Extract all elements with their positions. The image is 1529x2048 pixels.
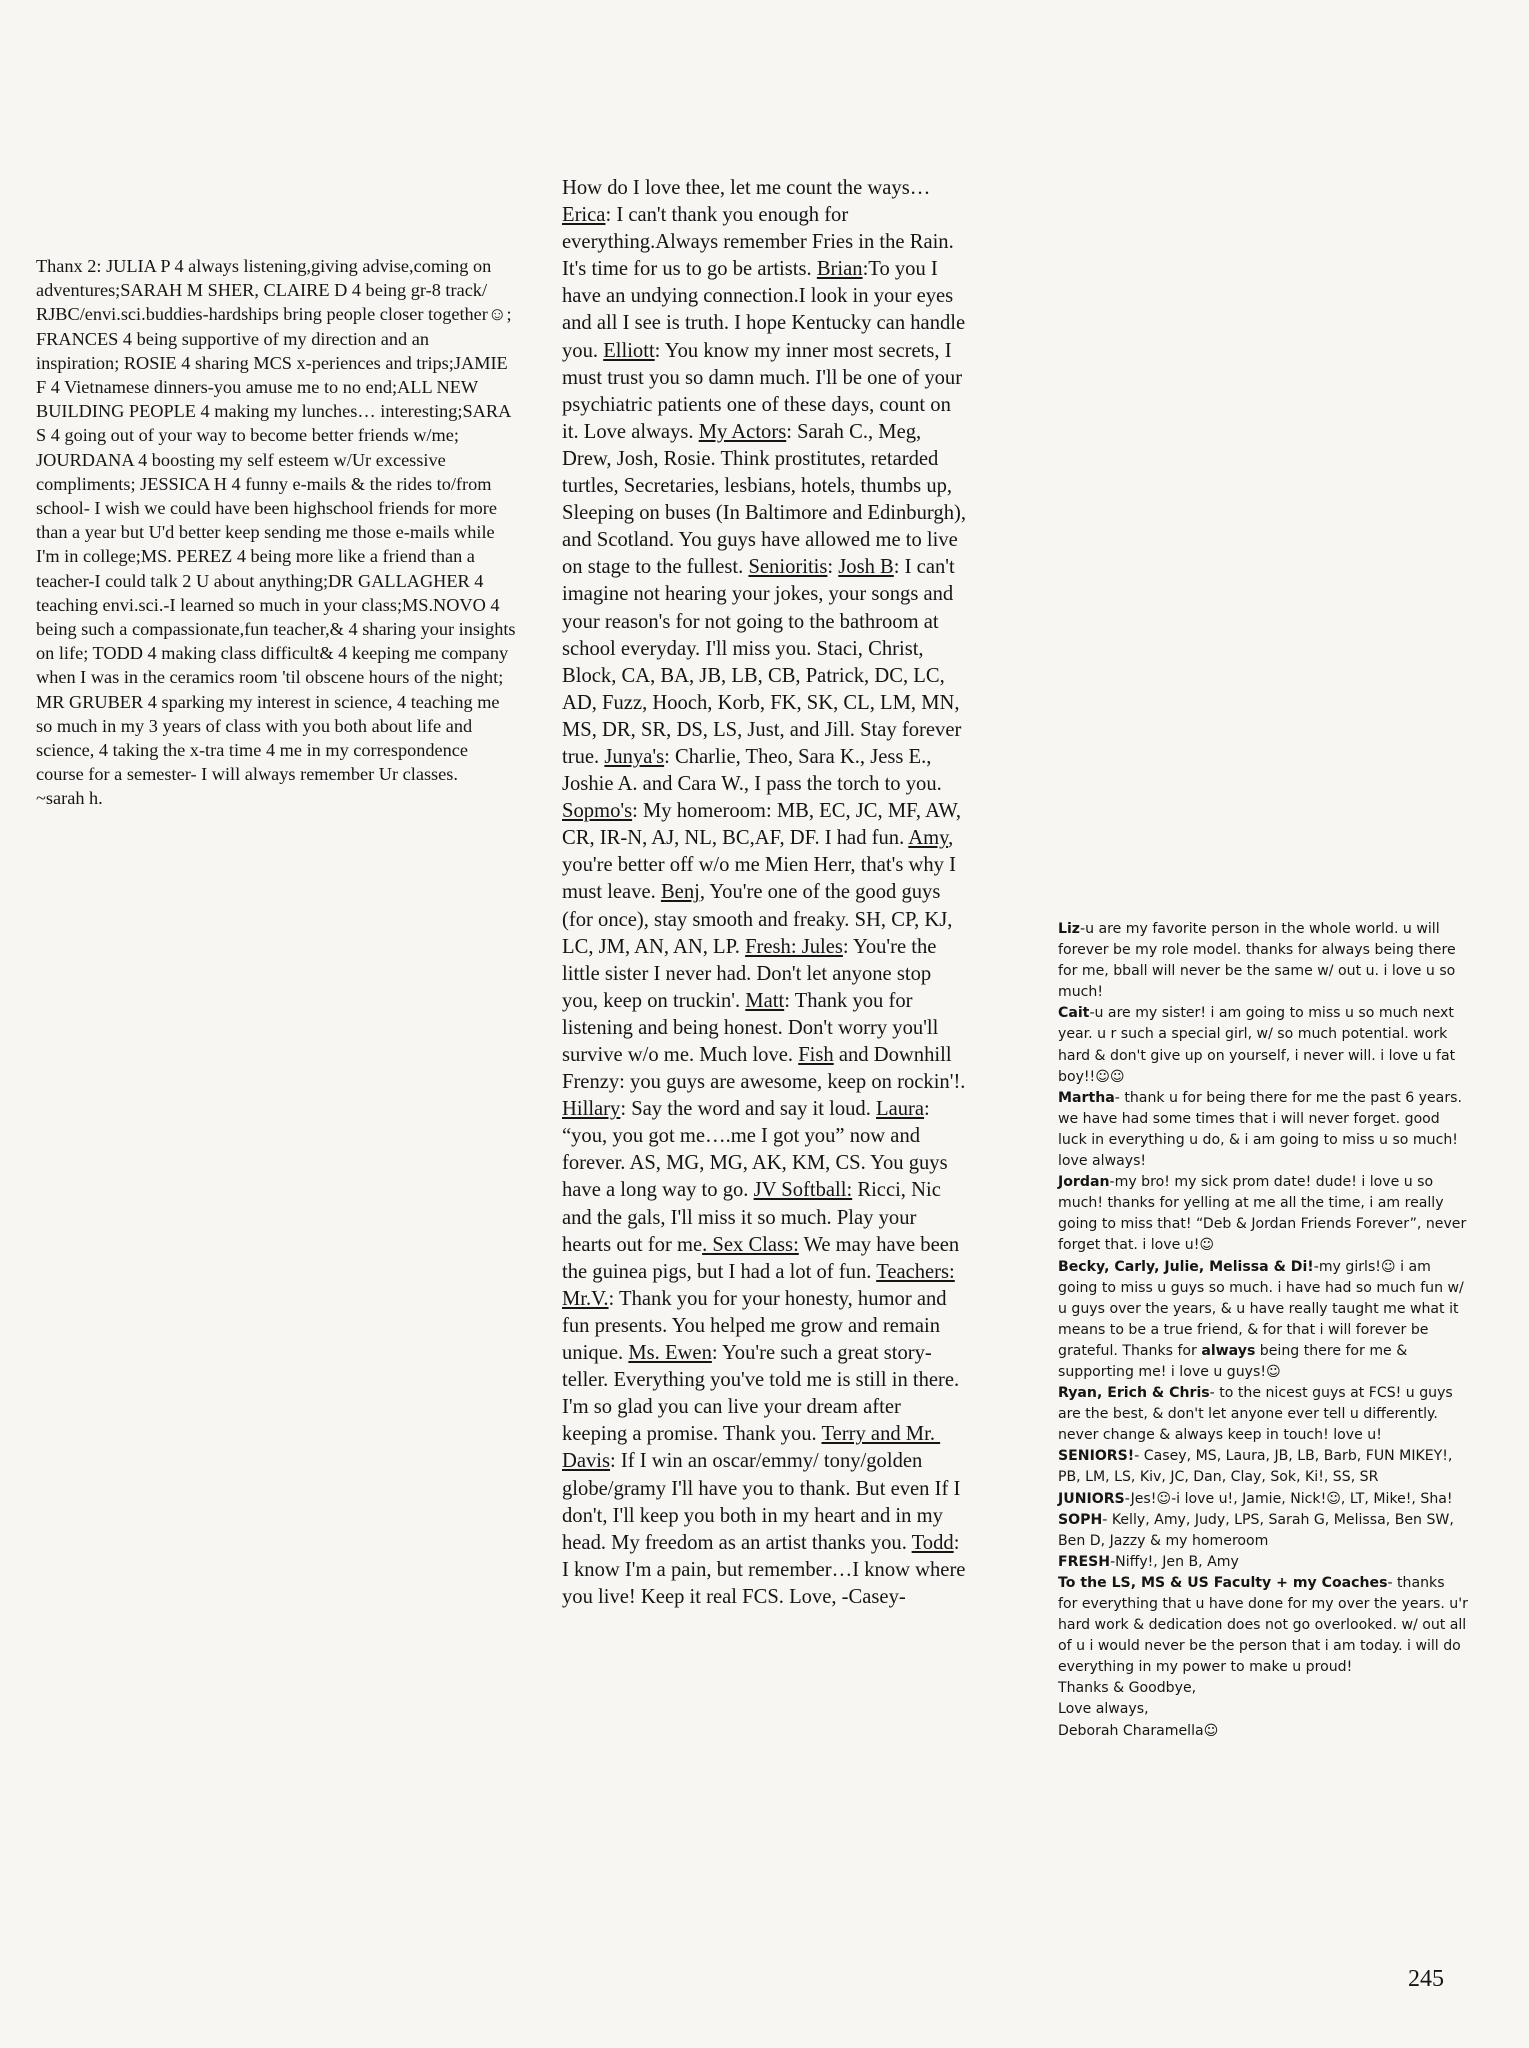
right-text-run: - to the nicest guys at FCS! u guys are the best, & don't let anyone ever tell u differently. never change & always keep in touch! love u! <box>1058 1385 1458 1444</box>
right-text-run: -Jes!☺-i love u!, Jamie, Nick!☺, LT, Mike!, Sha! <box>1124 1490 1453 1507</box>
right-text-run: -u are my sister! i am going to miss u so much next year. u r such a special girl, w/ so much potential. work hard & don't give up on yourself, i never will. i love u fat boy!!☺☺ <box>1058 1005 1460 1085</box>
middle-text-run: : Thank you for your honesty, humor and fun presents. You helped me grow and remain unique. <box>562 1287 952 1365</box>
middle-name-highlight: Junya's <box>604 745 665 768</box>
middle-text-run: , You're one of the good guys (for once), stay smooth and freaky. SH, CP, KJ, LC, JM, AN, AN, LP. <box>562 881 958 958</box>
right-message-paragraph <box>1058 919 1468 1003</box>
middle-text-run <box>955 1261 960 1283</box>
right-text-run: being there for me & supporting me! i love u guys!☺ <box>1058 1342 1412 1380</box>
right-text-run: -u are my favorite person in the whole world. u will forever be my role model. thanks for always being there for me, bball will never be the same w/ out u. i love u so much! <box>1058 921 1461 1001</box>
right-text-run: Love always, <box>1058 1701 1149 1718</box>
right-message-paragraph <box>1058 1003 1468 1087</box>
middle-text-run: How do I love thee, let me count the ways… <box>562 177 931 199</box>
right-message-paragraph <box>1058 1552 1468 1573</box>
left-message-signature: ~sarah h. <box>36 788 103 809</box>
middle-text-run: :To you I have an undying connection.I look in your eyes and all I see is truth. I hope Kentucky can handle you. <box>562 258 971 362</box>
middle-name-highlight: Senioritis <box>748 556 828 579</box>
right-text-run: -my girls!☺ i am going to miss u guys so much. i have had so much fun w/ u guys over the years, & u have really taught me what it means to be a true friend, & for that i will forever be grateful. Thanks for <box>1058 1258 1469 1359</box>
middle-name-highlight: Sopmo's <box>562 800 633 823</box>
right-message-paragraph <box>1058 1088 1468 1172</box>
right-message-paragraph <box>1058 1678 1468 1699</box>
middle-name-highlight: Josh B <box>838 556 894 579</box>
middle-name-highlight: Todd <box>911 1531 954 1554</box>
middle-text-run: : <box>827 556 839 579</box>
middle-name-highlight: . Sex Class: <box>702 1233 799 1256</box>
middle-text-run: : My homeroom: MB, EC, JC, MF, AW, CR, IR-N, AJ, NL, BC,AF, DF. I had fun. <box>562 800 967 850</box>
right-text-run: Deborah Charamella☺ <box>1058 1722 1219 1739</box>
middle-name-highlight: Fish <box>798 1044 834 1066</box>
right-text-run: -Niffy!, Jen B, Amy <box>1110 1553 1239 1570</box>
column-left-message <box>36 254 521 811</box>
bleed-through-right <box>1060 110 1470 890</box>
right-message-paragraph <box>1058 1383 1468 1446</box>
column-middle-message <box>562 175 972 1611</box>
middle-name-highlight: Matt <box>745 989 785 1012</box>
right-text-run: - thank u for being there for me the past 6 years. we have had some times that i will never forget. good luck in everything u do, & i am going to miss u so much! love always! <box>1058 1089 1467 1170</box>
right-message-paragraph <box>1058 1573 1473 1678</box>
middle-text-run: We may have been the guinea pigs, but I had a lot of fun. <box>562 1233 965 1283</box>
middle-name-highlight: Laura <box>876 1098 925 1121</box>
middle-name-highlight: My Actors <box>698 420 787 443</box>
left-message-body: Thanx 2: JULIA P 4 always listening,giving advise,coming on adventures;SARAH M SHER, CLAIRE D 4 being gr-8 track/ RJBC/envi.sci.buddies-hardships bring people closer together☺; FRANCES 4 being supportive of my direction and an inspiration; ROSIE 4 sharing MCS x-periences and trips;JAMIE F 4 Vietnamese dinners-you amuse me to no end;ALL NEW BUILDING PEOPLE 4 making my lunches… interesting;SARA S 4 going out of your way to become better friends w/me; JOURDANA 4 boosting my self esteem w/Ur excessive compliments; JESSICA H 4 funny e-mails & the rides to/from school- I wish we could have been highschool friends for more than a year but U'd better keep sending me those e-mails while I'm in college;MS. PEREZ 4 being more like a friend than a teacher-I could talk 2 U about anything;DR GALLAGHER 4 teaching envi.sci.-I learned so much in your class;MS.NOVO 4 being such a compassionate,fun teacher,& 4 sharing your insights on life; TODD 4 making class difficult& 4 keeping me company when I was in the ceramics room 'til obscene hours of the night; MR GRUBER 4 sparking my interest in science, 4 teaching me so much in my 3 years of class with you both about life and science, 4 taking the x-tra time 4 me in my correspondence course for a semester- I will always remember Ur classes. <box>36 256 521 785</box>
middle-text-run: : Thank you for listening and being honest. Don't worry you'll survive w/o me. Much love. <box>562 989 944 1066</box>
right-message-paragraph <box>1058 1699 1468 1720</box>
middle-text-run: : Say the word and say it loud. <box>620 1098 877 1121</box>
right-name-bold: Liz <box>1058 921 1081 937</box>
middle-text-run: , you're better off w/o me Mien Herr, that's why I must leave. <box>562 827 962 904</box>
right-name-bold: always <box>1201 1342 1256 1359</box>
right-name-bold: JUNIORS <box>1058 1490 1125 1507</box>
middle-text-run: : You know my inner most secrets, I must trust you so damn much. I'll be one of your psychiatric patients one of these days, count on it. Love always. <box>562 339 968 443</box>
middle-text-run: Ricci, Nic and the gals, I'll miss it so much. Play your hearts out for me <box>562 1179 946 1256</box>
right-text-run: Thanks & Goodbye, <box>1058 1680 1197 1697</box>
middle-text-run: : Sarah C., Meg, Drew, Josh, Rosie. Think prostitutes, retarded turtles, Secretaries, lesbians, hotels, thumbs up, Sleeping on buses (In Baltimore and Edinburgh), and Scotland. You guys have allowed me to live on stage to the fullest. <box>562 420 972 579</box>
right-message-paragraph <box>1058 1172 1471 1256</box>
middle-name-highlight: Benj <box>660 881 700 904</box>
middle-name-highlight: Amy <box>908 827 949 850</box>
middle-text-run: : I can't imagine not hearing your jokes, your songs and your reason's for not going to the bathroom at school everyday. I'll miss you. Staci, Christ, Block, CA, BA, JB, LB, CB, Patrick, DC, LC, AD, Fuzz, Hooch, Korb, FK, SK, CL, LM, MN, MS, DR, SR, DS, LS, Just, and Jill. Stay forever true. <box>562 556 967 768</box>
middle-name-highlight: Terry and Mr. Davis <box>562 1423 941 1473</box>
middle-name-highlight: Teachers: <box>876 1260 955 1283</box>
right-name-bold: Martha <box>1058 1089 1115 1106</box>
right-message-paragraph <box>1058 1721 1468 1742</box>
middle-text-run: : I can't thank you enough for everything.Always remember Fries in the Rain. It's time for us to go be artists. <box>562 204 959 281</box>
right-message-paragraph <box>1058 1257 1468 1384</box>
middle-name-highlight: Erica <box>562 204 606 227</box>
middle-text-run: : I know I'm a pain, but remember…I know where you live! Keep it real FCS. Love, -Casey- <box>562 1531 971 1608</box>
right-name-bold: SOPH <box>1058 1511 1103 1528</box>
middle-name-highlight: Ms. Ewen <box>628 1342 712 1365</box>
right-text-run: - Kelly, Amy, Judy, LPS, Sarah G, Melissa, Ben SW, Ben D, Jazzy & my homeroom <box>1058 1511 1459 1549</box>
middle-text-run: : “you, you got me….me I got you” now and forever. AS, MG, MG, AK, KM, CS. You guys have a long way to go. <box>562 1098 953 1202</box>
right-text-run: -my bro! my sick prom date! dude! i love u so much! thanks for yelling at me all the time, i am really going to miss that! “Deb & Jordan Friends Forever”, never forget that. i love u!☺ <box>1058 1174 1471 1254</box>
bleed-through-left <box>40 1180 510 2000</box>
right-name-bold: Jordan <box>1058 1174 1110 1191</box>
middle-text-run: and Downhill Frenzy: you guys are awesome, keep on rockin'!. <box>562 1044 971 1094</box>
middle-name-highlight: Elliott <box>603 339 655 362</box>
middle-text-run: : If I win an oscar/emmy/ tony/golden globe/gramy I'll have you to thank. But even If I don't, I'll keep you both in my heart and in my head. My freedom as an artist thanks you. <box>562 1450 966 1554</box>
middle-name-highlight: JV Softball: <box>753 1179 853 1202</box>
middle-name-highlight: Fresh: Jules <box>745 935 843 958</box>
right-text-run: - thanks for everything that u have done for my over the years. u'r hard work & dedication does not go overlooked. w/ out all of u i would never be the person that i am today. i will do everything in my power to make u proud! <box>1058 1574 1473 1676</box>
middle-text-run: : You're such a great story-teller. Everything you've told me is still in there. I'm so glad you can live your dream after keeping a promise. Thank you. <box>562 1342 965 1446</box>
middle-text-run: : Charlie, Theo, Sara K., Jess E., Joshie A. and Cara W., I pass the torch to you. <box>562 745 947 796</box>
right-message-paragraph <box>1058 1510 1468 1552</box>
middle-name-highlight: Hillary <box>562 1098 621 1121</box>
right-message-paragraph <box>1058 1489 1468 1510</box>
right-message-paragraph <box>1058 1446 1468 1488</box>
right-name-bold: Ryan, Erich & Chris <box>1058 1385 1210 1402</box>
right-name-bold: SENIORS! <box>1058 1448 1135 1465</box>
right-text-run: - Casey, MS, Laura, JB, LB, Barb, FUN MIKEY!, PB, LM, LS, Kiv, JC, Dan, Clay, Sok, Ki!, SS, SR <box>1058 1448 1457 1486</box>
column-right-message <box>1058 919 1473 1742</box>
page-number: 245 <box>1408 1966 1444 1992</box>
right-name-bold: To the LS, MS & US Faculty + my Coaches <box>1058 1574 1388 1591</box>
right-name-bold: Becky, Carly, Julie, Melissa & Di! <box>1058 1258 1314 1275</box>
right-name-bold: Cait <box>1058 1005 1090 1022</box>
right-name-bold: FRESH <box>1058 1553 1111 1570</box>
middle-text-run: : You're the little sister I never had. Don't let anyone stop you, keep on truckin'. <box>562 935 942 1012</box>
middle-name-highlight: Mr.V. <box>562 1287 609 1310</box>
middle-name-highlight: Brian <box>816 258 863 281</box>
